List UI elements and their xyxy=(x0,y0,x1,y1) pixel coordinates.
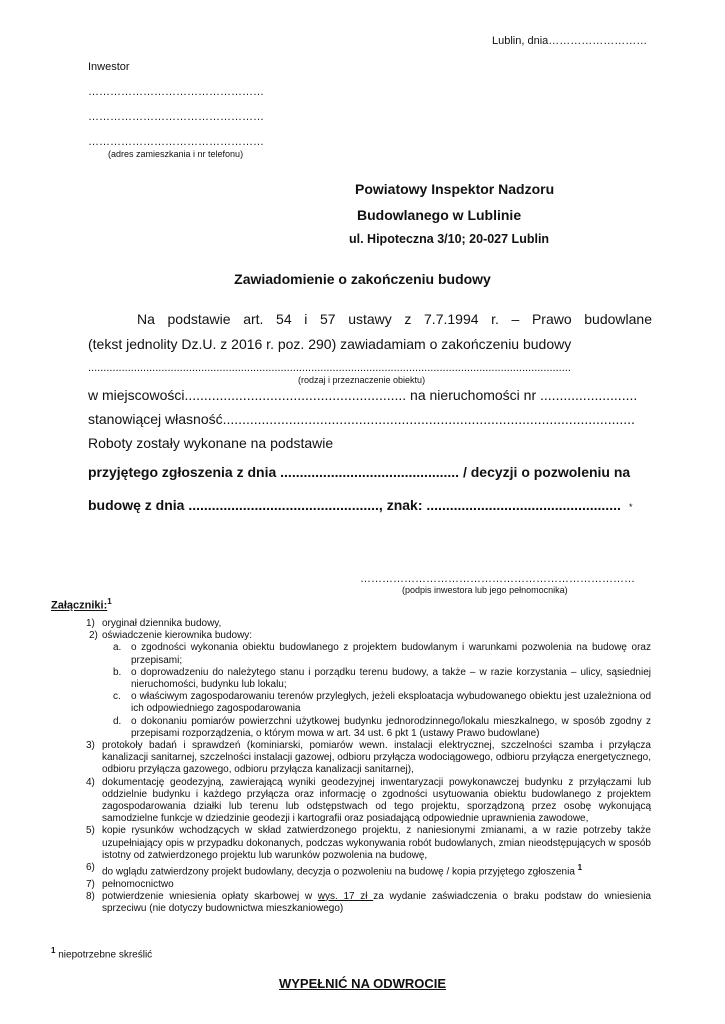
item6-sup: 1 xyxy=(577,863,583,873)
object-type-caption: (rodzaj i przeznaczenie obiektu) xyxy=(298,375,426,385)
sub-list-item: c. o właściwym zagospodarowaniu terenów przyległych, jeżeli eksploatacja wybudowanego obiektu jest uzależniona od ich odpowiedniego zagospodarowania xyxy=(113,691,651,715)
addressee-line-3: ul. Hipoteczna 3/10; 20-027 Lublin xyxy=(349,232,550,246)
investor-line-3: ………………………………………… xyxy=(88,136,264,148)
sub-list-item: d. o dokonaniu pomiarów powierzchni użytkowej budynku jednorodzinnego/lokalu mieszkalnego, w sposób zgodny z przepisami rozporządzenia, o którym mowa w art. 34 ust. 6 pkt 1 (ustawy Prawo budowlane) xyxy=(113,715,651,739)
addressee-line-1: Powiatowy Inspektor Nadzoru xyxy=(355,181,555,197)
sub-list-item: b. o doprowadzeniu do należytego stanu i porządku terenu budowy, a także – w razie korzystania – ulicy, sąsiedniej nieruchomości, budynku lub lokalu; xyxy=(113,666,651,691)
notification-decision-line: przyjętego zgłoszenia z dnia .............................................. / decyzji o pozwoleniu na xyxy=(88,464,631,480)
body-para1-line1: Na podstawie art. 54 i 57 ustawy z 7.7.1994 r. – Prawo budowlane xyxy=(137,311,652,327)
addressee-line-2: Budowlanego w Lublinie xyxy=(357,207,522,223)
fill-reverse-note: WYPEŁNIĆ NA ODWROCIE xyxy=(278,976,447,991)
signature-caption: (podpis inwestora lub jego pełnomocnika) xyxy=(402,585,568,595)
asterisk-mark: * xyxy=(629,502,633,512)
investor-line-2: ………………………………………… xyxy=(88,111,264,123)
attachments-list xyxy=(86,618,651,915)
list-item: 3) protokoły badań i sprawdzeń (kominiarski, pomiarów wewn. instalacji elektrycznej, szczelności szamba i przyłącza kanalizacji sanitarnej, szczelności instalacji gazowej, odbioru przyłącza wodociągowego, odbioru przyłącza energetycznego, odbioru przyłącza gazowego, odbioru przyłącza kanalizacji sanitarnej), xyxy=(86,740,651,776)
footnote: $^1$ niepotrzebne skreślić xyxy=(51,946,153,961)
ownership-line: stanowiącej własność.......................................................................................................... xyxy=(88,411,635,427)
list-item: 7) pełnomocnictwo xyxy=(86,878,174,890)
list-item: 5) kopie rysunków wchodzących w skład zatwierdzonego projektu, z naniesionymi zmianami, a w razie potrzeby także uzupełniający opis w przypadku dokonanych, podczas wykonywania robót budowlanych, zmian nieodstępujących w sposób istotny od zatwierdzonego projektu lub warunków pozwolenia na budowę, xyxy=(86,825,651,861)
attachments-heading: Załączniki:$^1$ xyxy=(51,597,112,612)
locality-line: w miejscowości......................................................... na nieruchomości nr ......................... xyxy=(88,387,638,403)
list-item: 8) potwierdzenie wniesienia opłaty skarbowej w wys. 17 zł za wydanie zaświadczenia o braku podstaw do wniesienia sprzeciwu (nie dotyczy budownictwa mieszkaniowego) xyxy=(86,890,652,914)
investor-caption: (adres zamieszkania i nr telefonu) xyxy=(108,149,244,159)
investor-label: Inwestor xyxy=(88,61,130,73)
list-item: 4) dokumentację geodezyjną, zawierającą wyniki geodezyjnej inwentaryzacji powykonawczej budynku z przyłączami lub oddzielnie budynku i każdego przyłącza oraz informację o zgodności usytuowania obiektu budowlanego z projektem zagospodarowania działki lub terenu lub odstępstwach od tego projektu, sporządzoną przez osobę wykonującą samodzielne funkcje w dziedzinie geodezji i kartografii oraz posiadającą odpowiednie uprawnienia zawodowe, xyxy=(86,776,651,825)
works-basis-line: Roboty zostały wykonane na podstawie xyxy=(88,435,334,451)
list-item: 6) do wglądu zatwierdzony projekt budowlany, decyzja o pozwoleniu na budowę / kopia przyjętego zgłoszenia $^1$ xyxy=(86,862,583,878)
object-type-dots: .............................................................................................................................................................. xyxy=(88,362,571,374)
signature-dots: ………………………………………………………………… xyxy=(360,573,635,585)
attachments-heading-sup: 1 xyxy=(107,597,112,606)
sub-list-item: a. o zgodności wykonania obiektu budowlanego z projektem budowlanym i warunkami pozwolenia na budowę oraz przepisami; xyxy=(113,642,651,666)
body-para1-line2: (tekst jednolity Dz.U. z 2016 r. poz. 290) zawiadamiam o zakończeniu budowy xyxy=(88,336,572,352)
place-date: Lublin, dnia……………………… xyxy=(492,35,648,47)
permit-date-sign-line: budowę z dnia ................................................., znak: .................................................. xyxy=(88,497,621,513)
investor-line-1: ………………………………………… xyxy=(88,86,264,98)
list-item: 1) oryginał dziennika budowy, xyxy=(86,618,222,629)
document-title: Zawiadomienie o zakończeniu budowy xyxy=(234,271,491,287)
list-item: 2) oświadczenie kierownika budowy: xyxy=(89,630,253,642)
